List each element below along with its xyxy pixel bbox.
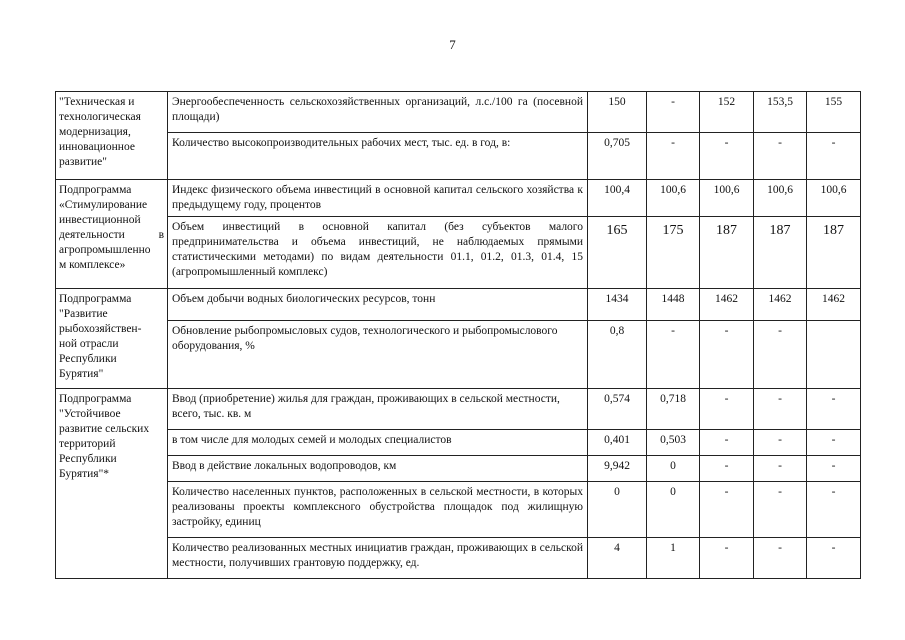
value-cell: 1462 xyxy=(754,289,807,321)
value-cell: 0,8 xyxy=(588,321,647,389)
table-row xyxy=(56,430,861,456)
value-cell: - xyxy=(807,389,861,430)
table-row xyxy=(56,321,861,389)
indicators-table xyxy=(55,91,861,579)
value-cell: 100,6 xyxy=(647,180,700,217)
value-cell: - xyxy=(754,133,807,180)
indicator-cell: Индекс физического объема инвестиций в основной капитал сельского хозяйства к предыдущему году, процентов xyxy=(168,180,588,217)
value-cell: 100,4 xyxy=(588,180,647,217)
value-cell: - xyxy=(754,321,807,389)
program-line: ной отрасли xyxy=(59,338,119,350)
program-line: развитие сельских xyxy=(59,423,150,435)
value-cell: - xyxy=(807,133,861,180)
indicator-cell: Объем добычи водных биологических ресурсов, тонн xyxy=(168,289,588,321)
value-cell: - xyxy=(754,538,807,579)
value-cell: 0,503 xyxy=(647,430,700,456)
table-row xyxy=(56,482,861,538)
program-line: инвестиционной xyxy=(59,214,141,226)
value-cell: 0 xyxy=(588,482,647,538)
value-cell: 1434 xyxy=(588,289,647,321)
value-cell: 0 xyxy=(647,456,700,482)
program-cell xyxy=(56,180,168,289)
indicator-cell: Количество высокопроизводительных рабочих мест, тыс. ед. в год, в: xyxy=(168,133,588,180)
program-line: Бурятия" xyxy=(59,368,104,380)
value-cell: 0,401 xyxy=(588,430,647,456)
indicator-cell: Ввод (приобретение) жилья для граждан, проживающих в сельской местности, всего, тыс. кв. м xyxy=(168,389,588,430)
value-cell: - xyxy=(754,430,807,456)
value-cell: 152 xyxy=(700,92,754,133)
value-cell: - xyxy=(647,133,700,180)
value-cell: - xyxy=(807,430,861,456)
value-cell: - xyxy=(647,321,700,389)
page-number: 7 xyxy=(449,37,456,52)
value-cell: 1462 xyxy=(700,289,754,321)
value-cell: - xyxy=(754,482,807,538)
program-line: Республики xyxy=(59,453,117,465)
value-cell: 1 xyxy=(647,538,700,579)
program-cell: "Техническая и технологическая модернизация, инновационное развитие" xyxy=(56,92,168,180)
value-cell: 0,718 xyxy=(647,389,700,430)
value-cell: - xyxy=(700,538,754,579)
value-cell: - xyxy=(700,430,754,456)
value-cell: - xyxy=(700,482,754,538)
program-line: «Стимулирование xyxy=(59,199,148,211)
table-row xyxy=(56,133,861,180)
program-line: Подпрограмма xyxy=(59,293,132,305)
value-cell xyxy=(807,321,861,389)
value-cell: 1462 xyxy=(807,289,861,321)
program-line: м комплексе» xyxy=(59,259,126,271)
program-line: "Развитие xyxy=(59,308,108,320)
value-cell: - xyxy=(700,133,754,180)
indicator-cell: Ввод в действие локальных водопроводов, км xyxy=(168,456,588,482)
table-row xyxy=(56,289,861,321)
value-cell: 9,942 xyxy=(588,456,647,482)
value-cell: 100,6 xyxy=(807,180,861,217)
value-cell: - xyxy=(647,92,700,133)
table-row xyxy=(56,456,861,482)
value-cell: 175 xyxy=(647,217,700,289)
value-cell: - xyxy=(700,456,754,482)
value-cell: - xyxy=(807,456,861,482)
value-cell: 0 xyxy=(647,482,700,538)
value-cell: 0,705 xyxy=(588,133,647,180)
value-cell: 165 xyxy=(588,217,647,289)
table-row xyxy=(56,389,861,430)
value-cell: 100,6 xyxy=(700,180,754,217)
value-cell: 100,6 xyxy=(754,180,807,217)
indicator-cell: Объем инвестиций в основной капитал (без субъектов малого предпринимательства и объема инвестиций, не наблюдаемых прямыми статистическими методами) по видам деятельности 01.1, 01.2, 01.3, 01.4, 15 (агропромышленный комплекс) xyxy=(168,217,588,289)
value-cell: 4 xyxy=(588,538,647,579)
indicator-cell: Количество населенных пунктов, расположенных в сельской местности, в которых реализованы проекты комплексного обустройства площадок под жилищную застройку, единиц xyxy=(168,482,588,538)
value-cell: 187 xyxy=(807,217,861,289)
value-cell: 187 xyxy=(700,217,754,289)
value-cell: - xyxy=(807,538,861,579)
indicator-cell: в том числе для молодых семей и молодых специалистов xyxy=(168,430,588,456)
value-cell: - xyxy=(700,321,754,389)
value-cell: - xyxy=(754,456,807,482)
indicator-cell: Энергообеспеченность сельскохозяйственных организаций, л.с./100 га (посевной площади) xyxy=(168,92,588,133)
table-row xyxy=(56,180,861,217)
value-cell: 0,574 xyxy=(588,389,647,430)
value-cell: - xyxy=(700,389,754,430)
program-cell xyxy=(56,289,168,389)
program-line: Подпрограмма xyxy=(59,184,132,196)
table-row xyxy=(56,92,861,133)
value-cell: 150 xyxy=(588,92,647,133)
table-row xyxy=(56,538,861,579)
value-cell: 155 xyxy=(807,92,861,133)
program-line: агропромышленно xyxy=(59,244,151,256)
program-line: территорий xyxy=(59,438,116,450)
program-line: Подпрограмма xyxy=(59,393,132,405)
program-cell xyxy=(56,389,168,579)
value-cell: 153,5 xyxy=(754,92,807,133)
value-cell: - xyxy=(754,389,807,430)
indicator-cell: Обновление рыбопромысловых судов, технологического и рыбопромыслового оборудования, % xyxy=(168,321,588,389)
value-cell: 1448 xyxy=(647,289,700,321)
program-line: деятельности в xyxy=(59,229,164,241)
program-line: "Устойчивое xyxy=(59,408,121,420)
value-cell: - xyxy=(807,482,861,538)
value-cell: 187 xyxy=(754,217,807,289)
program-line: рыбохозяйствен- xyxy=(59,323,142,335)
indicator-cell: Количество реализованных местных инициатив граждан, проживающих в сельской местности, получивших грантовую поддержку, ед. xyxy=(168,538,588,579)
program-line: Бурятия"* xyxy=(59,468,110,480)
table-row xyxy=(56,217,861,289)
program-line: Республики xyxy=(59,353,117,365)
